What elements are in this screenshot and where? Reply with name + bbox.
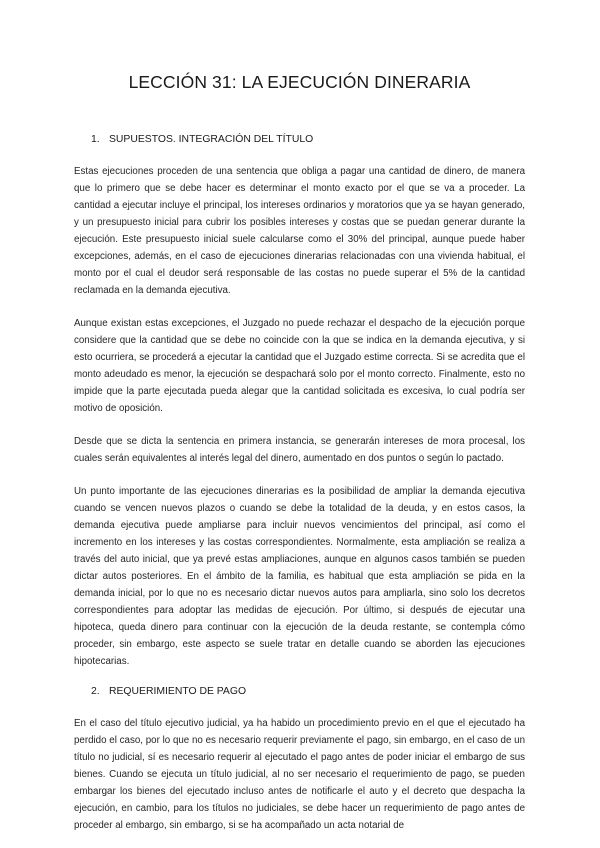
section-heading-text: REQUERIMIENTO DE PAGO xyxy=(109,686,247,697)
page-title: LECCIÓN 31: LA EJECUCIÓN DINERARIA xyxy=(128,72,471,92)
section-heading xyxy=(91,134,525,145)
paragraph: Aunque existan estas excepciones, el Juzgado no puede rechazar el despacho de la ejecución porque considere que la cantidad que se debe no coincide con la que se indica en la demanda ejecutiva, y si esto ocurriera, se procederá a ejecutar la cantidad que el Juzgado estime correcta. Si se acredita que el monto adeudado es menor, la ejecución se despachará solo por el monto correcto. Finalmente, esto no impide que la parte ejecutada pueda alegar que la cantidad solicitada es excesiva, lo cual podría ser motivo de oposición. xyxy=(74,318,525,414)
section-heading-text: SUPUESTOS. INTEGRACIÓN DEL TÍTULO xyxy=(109,134,314,145)
section-number: 1. xyxy=(91,134,100,145)
section-number: 2. xyxy=(91,686,100,697)
paragraph: Desde que se dicta la sentencia en primera instancia, se generarán intereses de mora procesal, los cuales serán equivalentes al interés legal del dinero, aumentado en dos puntos o según lo pactado. xyxy=(74,436,525,464)
paragraph: Un punto importante de las ejecuciones dinerarias es la posibilidad de ampliar la demanda ejecutiva cuando se vencen nuevos plazos o cuando se debe la totalidad de la deuda, y en estos casos, la demanda ejecutiva puede ampliarse para incluir nuevos vencimientos del principal, así como el incremento en los intereses y las costas correspondientes. Normalmente, esta ampliación se realiza a través del auto inicial, que ya prevé estas ampliaciones, aunque en algunos casos también se pueden dictar autos posteriores. En el ámbito de la familia, es habitual que esta ampliación se pida en la demanda inicial, por lo que no es necesario dictar nuevos autos para ampliarla, sino solo los decretos correspondientes para adoptar las medidas de ejecución. Por último, si después de ejecutar una hipoteca, queda dinero para continuar con la ejecución de la deuda restante, se contempla cómo proceder, sin embargo, este aspecto se suele tratar en detalle cuando se aborden las ejecuciones hipotecarias. xyxy=(74,486,525,667)
section-1 xyxy=(74,134,525,670)
section-heading xyxy=(91,686,525,697)
paragraph: En el caso del título ejecutivo judicial, ya ha habido un procedimiento previo en el que el ejecutado ha perdido el caso, por lo que no es necesario requerir previamente el pago, sin embargo, en el caso de un título no judicial, sí es necesario requerir al ejecutado el pago antes de poder iniciar el embargo de sus bienes. Cuando se ejecuta un título judicial, al no ser necesario el requerimiento de pago, se pueden embargar los bienes del ejecutado incluso antes de notificarle el auto y el decreto que despacha la ejecución, en cambio, para los títulos no judiciales, se debe hacer un requerimiento de pago antes de proceder al embargo, sin embargo, si se ha acompañado un acta notarial de xyxy=(74,718,525,831)
section-2 xyxy=(74,686,525,834)
paragraph: Estas ejecuciones proceden de una sentencia que obliga a pagar una cantidad de dinero, de manera que lo primero que se debe hacer es determinar el monto exacto por el que se va a proceder. La cantidad a ejecutar incluye el principal, los intereses ordinarios y moratorios que ya se hayan generado, y un presupuesto inicial para cubrir los posibles intereses y costas que se puedan generar durante la ejecución. Este presupuesto inicial suele calcularse como el 30% del principal, aunque puede haber excepciones, además, en el caso de ejecuciones dinerarias relacionadas con una vivienda habitual, el monto por el cual el deudor será responsable de las costas no puede superar el 5% de la cantidad reclamada en la demanda ejecutiva. xyxy=(74,166,525,296)
